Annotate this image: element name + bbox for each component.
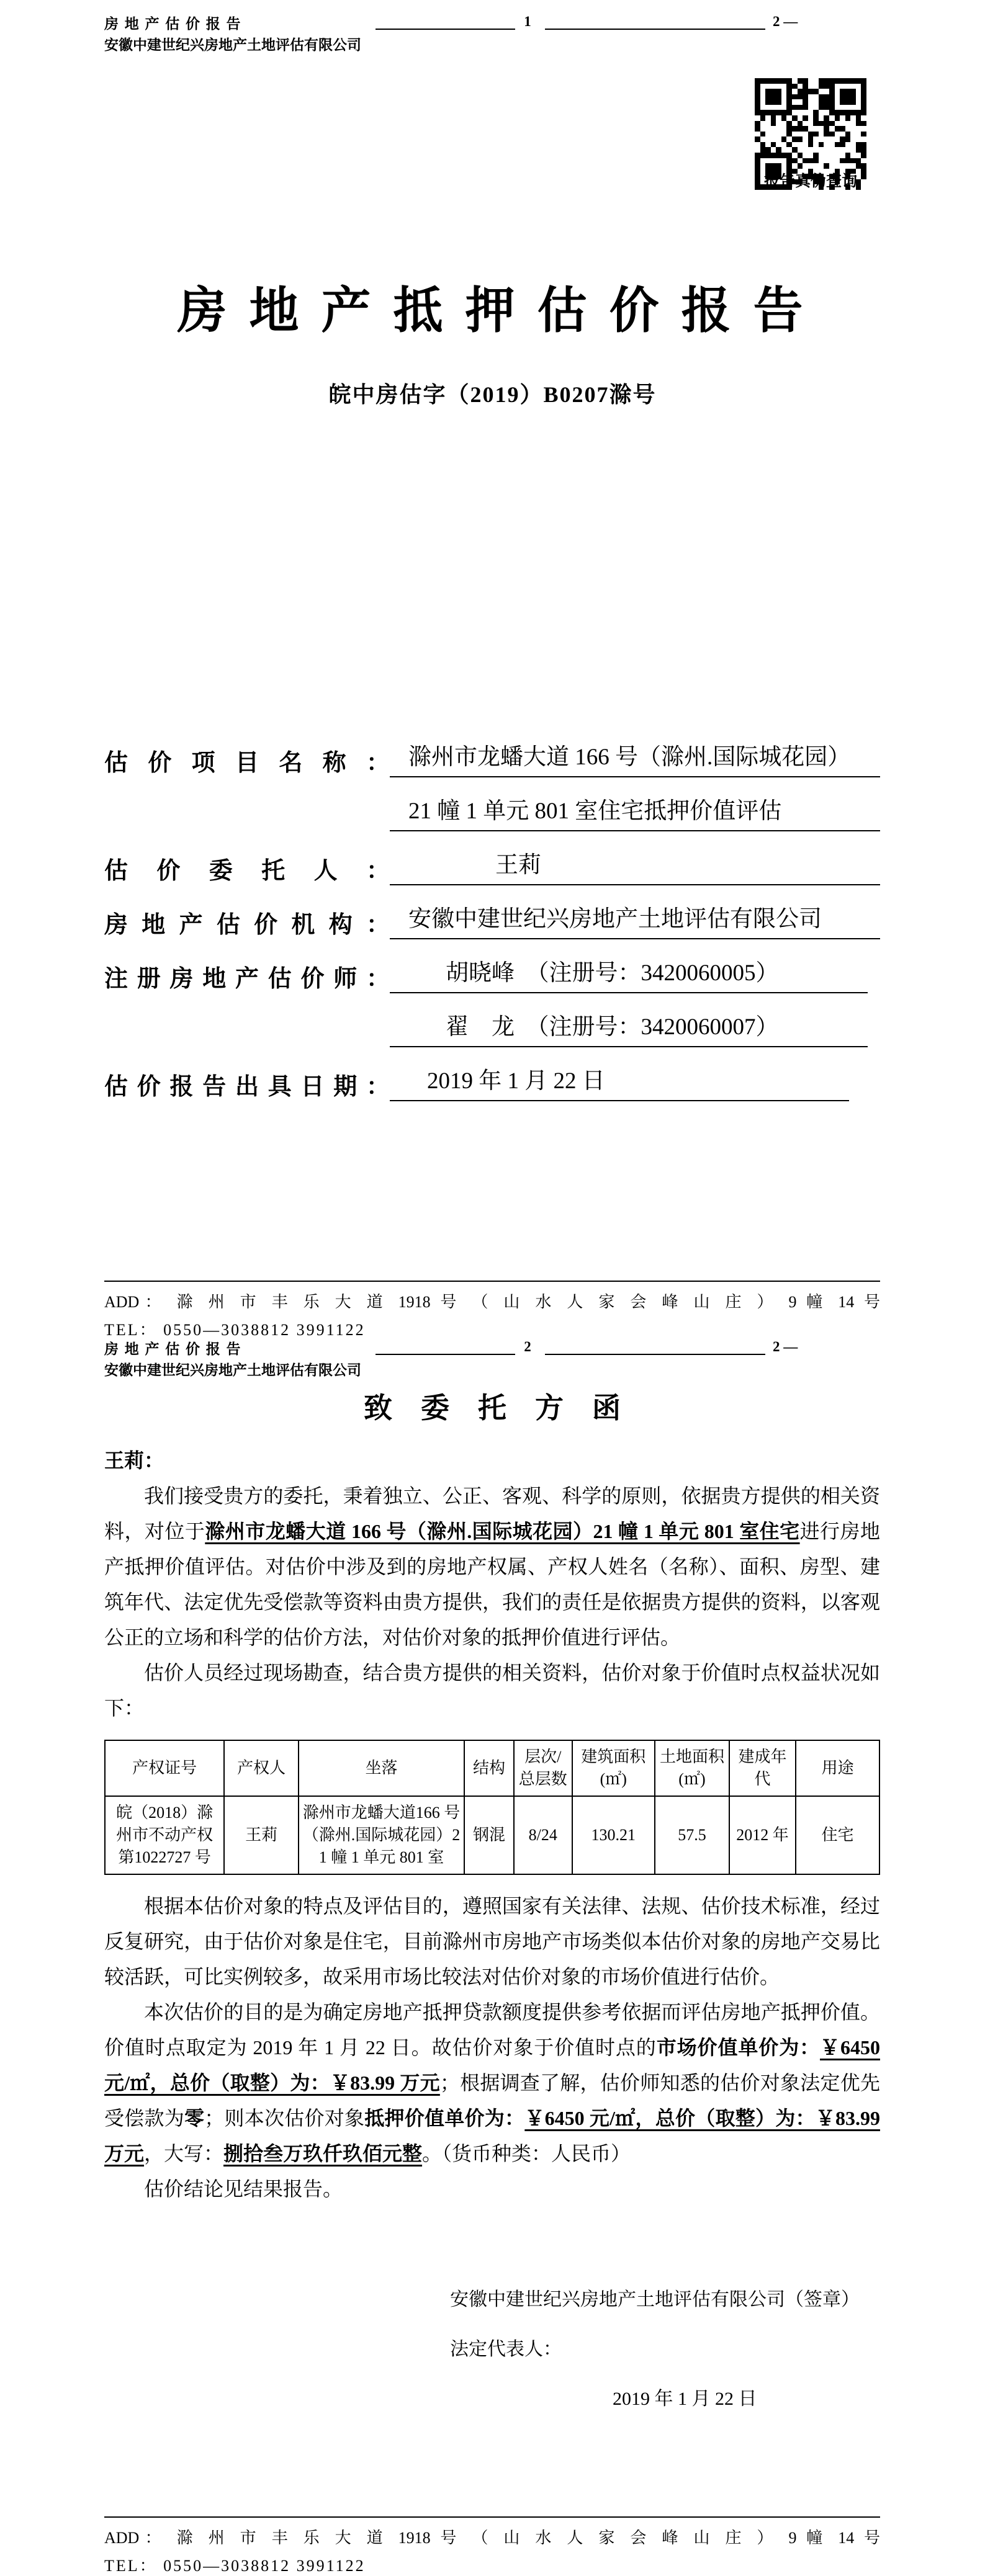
header-rule-right xyxy=(545,29,765,30)
table-cell-location: 滁州市龙蟠大道166 号（滁州.国际城花园）21 幢 1 单元 801 室 xyxy=(299,1796,464,1874)
form-value-agency: 安徽中建世纪兴房地产土地评估有限公司 xyxy=(390,900,880,939)
qr-code-label: 报告真伪查询 xyxy=(763,173,857,190)
table-cell-usage: 住宅 xyxy=(796,1796,879,1874)
para4-text: ；则本次估价对象 xyxy=(204,2107,365,2129)
form-row-appraiser-1 xyxy=(104,939,880,993)
table-header-row xyxy=(105,1740,879,1796)
footer-address: ADD： 滁 州 市 丰 乐 大 道 1918 号 （ 山 水 人 家 会 峰 山 庄 ） 9 幢 14 号 xyxy=(104,2529,880,2547)
letter-content xyxy=(104,1390,880,2424)
signature-block xyxy=(450,2275,880,2424)
para4-zero: 零 xyxy=(184,2107,205,2129)
form-label-agency: 房地产估价机构： xyxy=(104,912,390,938)
table-header-cell: 坐落 xyxy=(299,1740,464,1796)
form-row-project-name-cont xyxy=(104,777,880,831)
form-row-issue-date xyxy=(104,1047,880,1101)
footer-address: ADD： 滁 州 市 丰 乐 大 道 1918 号 （ 山 水 人 家 会 峰 山 庄 ） 9 幢 14 号 xyxy=(104,1293,880,1311)
para4-market-price-label: 市场价值单价为： xyxy=(656,2036,821,2059)
header-doc-type: 房 地 产 估 价 报 告 xyxy=(104,1341,242,1357)
header-doc-type: 房 地 产 估 价 报 告 xyxy=(104,16,242,32)
header-company-name: 安徽中建世纪兴房地产土地评估有限公司 xyxy=(104,37,361,53)
para4-mortgage-price-label: 抵押价值单价为： xyxy=(364,2107,525,2129)
form-row-agency xyxy=(104,885,880,939)
table-header-cell: 建筑面积(㎡) xyxy=(572,1740,655,1796)
table-cell-certificate: 皖（2018）滁州市不动产权第1022727 号 xyxy=(105,1796,224,1874)
header-page-number: 1 xyxy=(524,14,531,29)
table-cell-owner: 王莉 xyxy=(224,1796,299,1874)
para4-text: ，大写： xyxy=(144,2142,224,2165)
form-row-appraiser-2 xyxy=(104,993,880,1047)
signature-date: 2019 年 1 月 22 日 xyxy=(613,2389,757,2409)
header-page-number: 2 xyxy=(524,1339,531,1354)
header-page-total: 2 — xyxy=(773,1339,798,1354)
letter-paragraph-5: 估价结论见结果报告。 xyxy=(144,2178,343,2200)
table-cell-floor: 8/24 xyxy=(514,1796,572,1874)
form-value-client: 王莉 xyxy=(390,846,880,885)
para4-mortgage-price-value: ￥6450 元/㎡，总价（取整）为：￥83.99万元 xyxy=(104,2107,880,2165)
para4-market-price-value: ￥6450元/㎡，总价（取整）为：￥83.99 万元 xyxy=(104,2036,880,2094)
form-label-appraiser: 注册房地产估价师： xyxy=(104,966,390,992)
form-label-client: 估价委托人： xyxy=(104,858,390,884)
form-value-project-name-cont: 21 幢 1 单元 801 室住宅抵押价值评估 xyxy=(390,792,880,831)
letter-salutation: 王莉： xyxy=(104,1449,164,1472)
table-row xyxy=(105,1796,879,1874)
table-cell-land-area: 57.5 xyxy=(655,1796,729,1874)
table-header-cell: 用途 xyxy=(796,1740,879,1796)
page1-header xyxy=(0,12,985,68)
page1-footer xyxy=(104,1281,880,1340)
para1-property-address: 滁州市龙蟠大道 166 号（滁州.国际城花园）21 幢 1 单元 801 室住宅 xyxy=(205,1520,800,1542)
table-header-cell: 产权人 xyxy=(224,1740,299,1796)
signature-legal-rep: 法定代表人： xyxy=(450,2339,562,2359)
form-label-issue-date: 估价报告出具日期： xyxy=(104,1074,390,1100)
report-document-number: 皖中房估字（2019）B0207滁号 xyxy=(328,382,657,407)
para1-text: 我们接受贵方的委托，秉着独立、公正、客观、科学的原则，依据贵方提供的相关资料，对位于 xyxy=(104,1485,880,1542)
header-page-total: 2 — xyxy=(773,14,798,29)
letter-title: 致 委 托 方 函 xyxy=(364,1392,621,1424)
footer-telephone: TEL： 0550—3038812 3991122 xyxy=(104,1321,366,1339)
form-row-project-name xyxy=(104,723,880,777)
report-main-title: 房 地 产 抵 押 估 价 报 告 xyxy=(177,284,808,339)
letter-paragraph-1 xyxy=(104,1478,880,1655)
para4-text: 。（货币种类：人民币） xyxy=(422,2142,631,2165)
para4-text: 本次估价的目的是为确定房地产抵押贷款额度提供参考依据而评估房地产抵押价值。价值时点取定为 2019 年 1 月 22 日。故估价对象于价值时点的 xyxy=(104,2001,880,2059)
page2-header xyxy=(0,1338,985,1393)
form-value-issue-date: 2019 年 1 月 22 日 xyxy=(390,1062,849,1101)
para1-text: 进行房地产抵押价值评估。对估价中涉及到的房地产权属、产权人姓名（名称）、面积、房型、建筑年代、法定优先受偿款等资料由贵方提供，我们的责任是依据贵方提供的资料，以客观公正的立场和科学的估价方法，对估价对象的抵押价值进行评估。 xyxy=(104,1520,880,1648)
table-cell-year-built: 2012 年 xyxy=(729,1796,796,1874)
property-rights-table xyxy=(104,1740,880,1875)
letter-paragraph-3: 根据本估价对象的特点及评估目的，遵照国家有关法律、法规、估价技术标准，经过反复研究，由于估价对象是住宅，目前滁州市房地产市场类似本估价对象的房地产交易比较活跃，可比实例较多，故采用市场比较法对估价对象的市场价值进行估价。 xyxy=(104,1895,880,1988)
para4-amount-in-words: 捌拾叁万玖仟玖佰元整 xyxy=(223,2142,423,2165)
form-value-project-name: 滁州市龙蟠大道 166 号（滁州.国际城花园） xyxy=(390,738,880,777)
table-header-cell: 产权证号 xyxy=(105,1740,224,1796)
table-header-cell: 结构 xyxy=(464,1740,514,1796)
signature-company: 安徽中建世纪兴房地产土地评估有限公司（签章） xyxy=(450,2289,860,2310)
page2-footer xyxy=(104,2516,880,2576)
table-cell-building-area: 130.21 xyxy=(572,1796,655,1874)
cover-form xyxy=(104,723,880,1101)
table-header-cell: 层次/总层数 xyxy=(514,1740,572,1796)
table-header-cell: 建成年代 xyxy=(729,1740,796,1796)
form-value-appraiser-1: 胡晓峰 （注册号：3420060005） xyxy=(390,954,868,993)
footer-telephone: TEL： 0550—3038812 3991122 xyxy=(104,2557,366,2575)
header-rule-left xyxy=(376,29,515,30)
para4-text: ；根据调查了解，估价师知悉的估价对象法定优先受偿款为 xyxy=(104,2072,880,2129)
letter-paragraph-4 xyxy=(104,1995,880,2171)
table-header-cell: 土地面积(㎡) xyxy=(655,1740,729,1796)
header-rule-left xyxy=(376,1354,515,1355)
form-label-project-name: 估价项目名称： xyxy=(104,750,390,776)
header-rule-right xyxy=(545,1354,765,1355)
header-company-name: 安徽中建世纪兴房地产土地评估有限公司 xyxy=(104,1362,361,1378)
letter-paragraph-2: 估价人员经过现场勘查，结合贵方提供的相关资料，估价对象于价值时点权益状况如下： xyxy=(104,1661,880,1719)
form-row-client xyxy=(104,831,880,885)
form-value-appraiser-2: 翟 龙 （注册号：3420060007） xyxy=(390,1008,868,1047)
table-cell-structure: 钢混 xyxy=(464,1796,514,1874)
